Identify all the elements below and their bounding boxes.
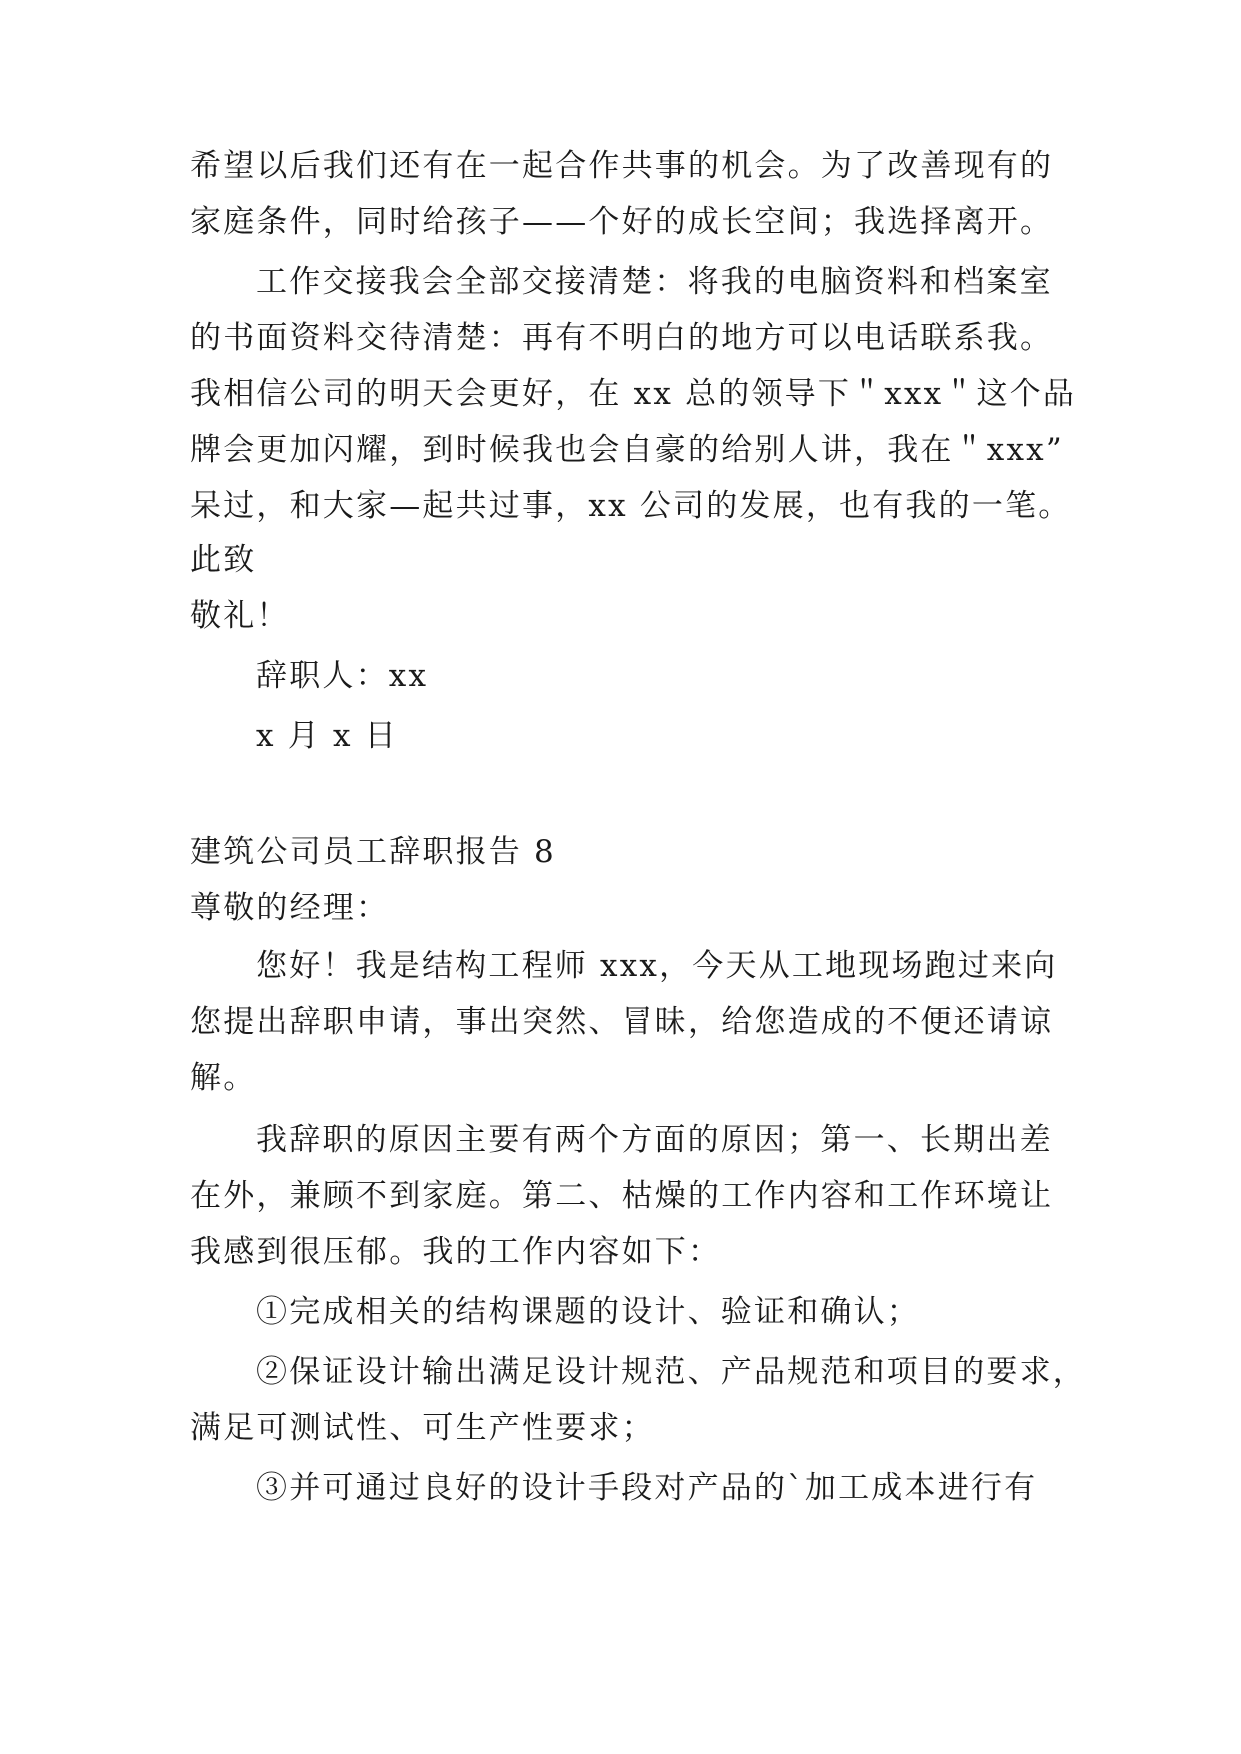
paragraph-line: 呆过，和大家—起共过事，xx 公司的发展，也有我的一笔。: [190, 488, 1072, 524]
paragraph-line: 您好！我是结构工程师 xxx，今天从工地现场跑过来向: [256, 948, 1058, 984]
paragraph-line: 牌会更加闪耀，到时候我也会自豪的给别人讲，我在＂xxx”: [190, 432, 1064, 468]
date-line: x 月 x 日: [256, 718, 398, 754]
salutation: 尊敬的经理：: [190, 890, 390, 926]
paragraph-line: 我相信公司的明天会更好，在 xx 总的领导下＂xxx＂这个品: [190, 376, 1077, 412]
paragraph-line: 家庭条件，同时给孩子——个好的成长空间；我选择离开。: [190, 204, 1054, 240]
closing-line: 此致: [190, 542, 257, 578]
section-title: 建筑公司员工辞职报告 8: [190, 834, 556, 870]
list-item: ③并可通过良好的设计手段对产品的`加工成本进行有: [256, 1470, 1038, 1506]
list-item: ①完成相关的结构课题的设计、验证和确认；: [256, 1294, 920, 1330]
paragraph-line: 解。: [190, 1060, 257, 1096]
paragraph-line: 在外，兼顾不到家庭。第二、枯燥的工作内容和工作环境让: [190, 1178, 1054, 1214]
paragraph-line: 希望以后我们还有在一起合作共事的机会。为了改善现有的: [190, 148, 1054, 184]
paragraph-line: 我辞职的原因主要有两个方面的原因；第一、长期出差: [256, 1122, 1053, 1158]
paragraph-line: 的书面资料交待清楚：再有不明白的地方可以电话联系我。: [190, 320, 1054, 356]
paragraph-line: 您提出辞职申请，事出突然、冒昧，给您造成的不便还请谅: [190, 1004, 1054, 1040]
list-item-continuation: 满足可测试性、可生产性要求；: [190, 1410, 655, 1446]
paragraph-line: 我感到很压郁。我的工作内容如下：: [190, 1234, 722, 1270]
closing-salute: 敬礼！: [190, 598, 290, 634]
list-item: ②保证设计输出满足设计规范、产品规范和项目的要求，: [256, 1354, 1086, 1390]
signature-line: 辞职人：xx: [256, 658, 429, 694]
paragraph-line: 工作交接我会全部交接清楚：将我的电脑资料和档案室: [256, 264, 1053, 300]
